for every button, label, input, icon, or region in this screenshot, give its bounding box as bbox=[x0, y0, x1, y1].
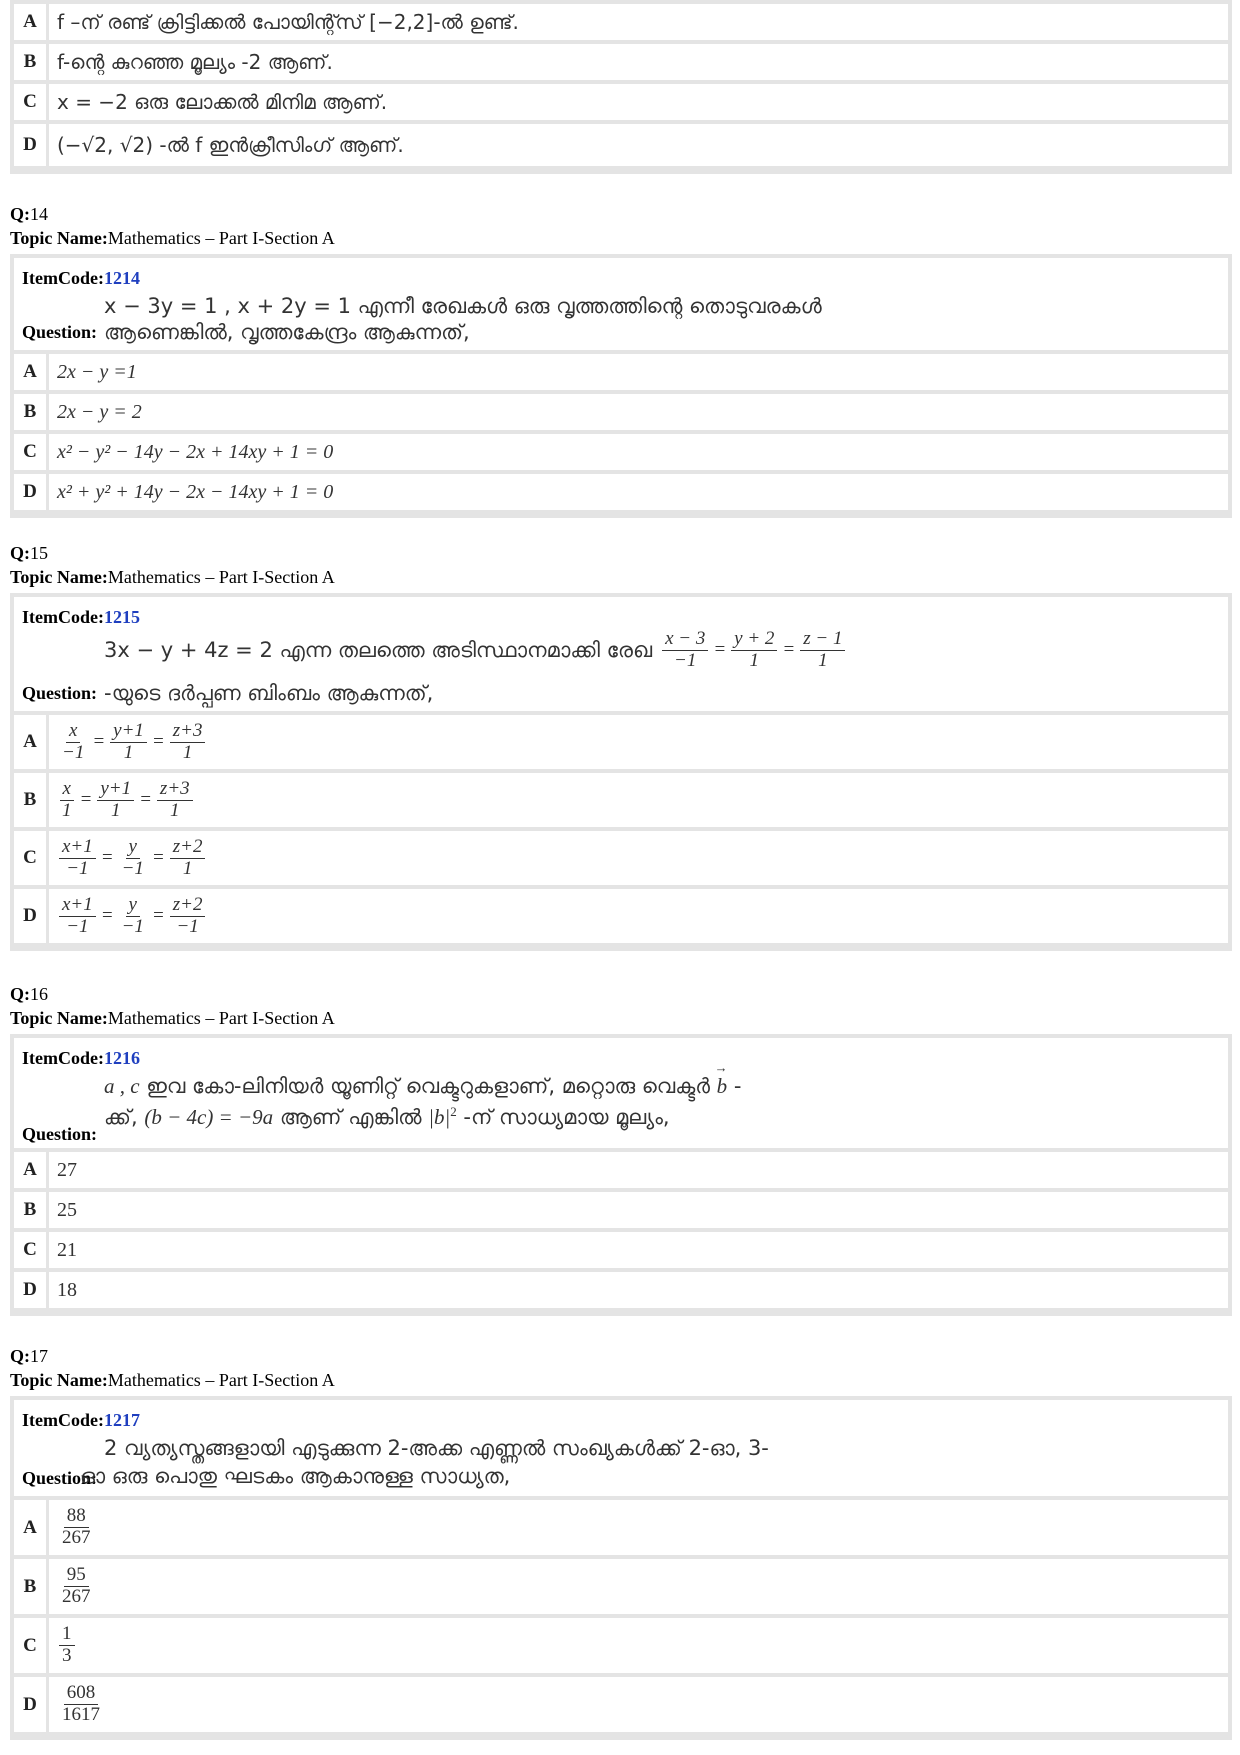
option-fraction bbox=[49, 1618, 77, 1673]
topic-label: Topic Name: bbox=[10, 567, 108, 587]
option-fraction bbox=[49, 1677, 105, 1732]
unit-vectors: a , c bbox=[104, 1074, 140, 1098]
option-letter: B bbox=[14, 44, 49, 80]
frac-num: 95 bbox=[64, 1565, 89, 1587]
frac-den: 3 bbox=[62, 1645, 72, 1666]
question-box bbox=[10, 1396, 1232, 1500]
frac-den: 267 bbox=[62, 1527, 91, 1548]
option-text: 2x − y = 2 bbox=[57, 400, 142, 423]
frac-num: x bbox=[60, 779, 74, 801]
topic-line bbox=[10, 228, 335, 249]
frac-num: x+1 bbox=[59, 895, 96, 917]
option-letter: B bbox=[14, 1192, 49, 1228]
option-row[interactable] bbox=[14, 831, 1228, 885]
question-box bbox=[10, 1034, 1232, 1152]
question-line-2 bbox=[104, 1104, 670, 1130]
frac-den: −1 bbox=[66, 915, 89, 937]
frac-den: 267 bbox=[62, 1586, 91, 1607]
option-equation: $\frac{x+1}{-1}$ = $\frac{y}{-1}$ = $\frac{z+2}{1}$ bbox=[49, 831, 207, 885]
option-row[interactable] bbox=[14, 1677, 1228, 1732]
item-code-label: ItemCode: bbox=[22, 1410, 104, 1430]
frac-den: 1 bbox=[749, 649, 760, 671]
option-letter: C bbox=[14, 1618, 49, 1673]
frac-den: 1 bbox=[170, 799, 180, 821]
vector-b: → b bbox=[717, 1074, 728, 1099]
option-text: 27 bbox=[57, 1158, 77, 1181]
option-text: 18 bbox=[57, 1278, 77, 1301]
frac-num: x bbox=[66, 721, 80, 743]
option-letter: D bbox=[14, 889, 49, 943]
q-number: 16 bbox=[30, 984, 48, 1004]
question-line-2-c: -ന് സാധ്യമായ മൂല്യം, bbox=[463, 1105, 670, 1129]
option-letter: D bbox=[14, 474, 49, 510]
option-row[interactable] bbox=[14, 474, 1228, 510]
frac-num: 608 bbox=[64, 1683, 99, 1705]
option-letter: A bbox=[14, 1500, 49, 1555]
q-label: Q: bbox=[10, 984, 30, 1004]
q17-options bbox=[10, 1496, 1232, 1740]
question-line-1-end: - bbox=[733, 1074, 742, 1098]
option-text: x = −2 ഒരു ലോക്കൽ മിനിമ ആണ്. bbox=[57, 90, 388, 114]
option-row[interactable] bbox=[14, 1232, 1228, 1268]
frac-num: y + 2 bbox=[731, 629, 777, 651]
frac-num: y+1 bbox=[97, 779, 134, 801]
option-text: x² + y² + 14y − 2x − 14xy + 1 = 0 bbox=[57, 480, 334, 503]
option-text: 25 bbox=[57, 1198, 77, 1221]
topic-name: Mathematics – Part I-Section A bbox=[107, 1370, 335, 1390]
topic-line bbox=[10, 567, 335, 588]
option-row[interactable] bbox=[14, 44, 1228, 80]
q-number: 17 bbox=[30, 1346, 48, 1366]
frac-num: 88 bbox=[64, 1506, 89, 1528]
option-letter: A bbox=[14, 354, 49, 390]
question-box bbox=[10, 254, 1232, 354]
option-text: 2x − y =1 bbox=[57, 360, 137, 383]
option-letter: C bbox=[14, 1232, 49, 1268]
question-label: Question: bbox=[22, 1468, 98, 1488]
option-row[interactable] bbox=[14, 1500, 1228, 1555]
frac-num: 1 bbox=[59, 1624, 75, 1646]
option-letter: A bbox=[14, 715, 49, 769]
frac-num: z+3 bbox=[170, 721, 206, 743]
frac-den: 1 bbox=[62, 799, 72, 821]
q-number: 14 bbox=[30, 204, 48, 224]
q15-options bbox=[10, 711, 1232, 951]
item-code-value[interactable]: 1217 bbox=[103, 1410, 140, 1430]
frac-den: −1 bbox=[674, 649, 697, 671]
q-label: Q: bbox=[10, 204, 30, 224]
frac-den: 1617 bbox=[62, 1704, 100, 1725]
option-letter: B bbox=[14, 773, 49, 827]
question-line-2: ഓ ഒരു പൊതു ഘടകം ആകാനുള്ള സാധ്യത, bbox=[80, 1464, 511, 1488]
option-letter: D bbox=[14, 1272, 49, 1308]
option-text: f-ന്റെ കുറഞ്ഞ മൂല്യം -2 ആണ്. bbox=[57, 50, 333, 74]
option-equation: $\frac{x}{-1}$ = $\frac{y+1}{1}$ = $\frac{z+3}{1}$ bbox=[49, 715, 207, 769]
frac-den: 1 bbox=[818, 649, 828, 671]
option-text: (−√2, √2) -ൽ f ഇൻക്രീസിംഗ് ആണ്. bbox=[57, 133, 404, 157]
option-letter: A bbox=[14, 1152, 49, 1188]
topic-label: Topic Name: bbox=[10, 1008, 108, 1028]
option-text: f –ന് രണ്ട് ക്രിട്ടിക്കൽ പോയിന്റ്സ് [−2,2]-ൽ ഉണ്ട്. bbox=[57, 10, 519, 34]
question-label: Question: bbox=[22, 683, 98, 703]
question-line-1 bbox=[104, 629, 847, 672]
option-letter: B bbox=[14, 394, 49, 430]
frac-num: z+3 bbox=[157, 779, 193, 801]
option-letter: A bbox=[14, 4, 49, 40]
q14-options bbox=[10, 350, 1232, 518]
question-line-2: -യുടെ ദർപ്പണ ബിംബം ആകുന്നത്, bbox=[104, 681, 434, 705]
option-letter: C bbox=[14, 434, 49, 470]
frac-den: 1 bbox=[182, 741, 193, 763]
option-row[interactable] bbox=[14, 434, 1228, 470]
question-line-2-a: ക്ക്, bbox=[104, 1105, 138, 1129]
frac-den: −1 bbox=[121, 915, 144, 937]
frac-num: z+2 bbox=[170, 837, 206, 859]
question-number bbox=[10, 1346, 48, 1367]
question-line-1: x − 3y = 1 , x + 2y = 1 എന്നീ രേഖകൾ ഒരു വൃത്തത്തിന്റെ തൊടുവരകൾ bbox=[104, 294, 822, 318]
frac-den: −1 bbox=[176, 915, 199, 937]
topic-name: Mathematics – Part I-Section A bbox=[107, 1008, 335, 1028]
topic-name: Mathematics – Part I-Section A bbox=[107, 567, 335, 587]
option-row[interactable] bbox=[14, 715, 1228, 769]
option-equation: $\frac{x+1}{-1}$ = $\frac{y}{-1}$ = $\frac{z+2}{-1}$ bbox=[49, 889, 207, 943]
frac-den: −1 bbox=[121, 857, 144, 879]
frac-den: −1 bbox=[62, 741, 85, 763]
frac-num: x − 3 bbox=[662, 629, 708, 651]
option-row[interactable] bbox=[14, 1272, 1228, 1308]
question-box bbox=[10, 593, 1232, 715]
item-code-label: ItemCode: bbox=[22, 607, 104, 627]
q13-options bbox=[10, 0, 1232, 174]
option-row[interactable] bbox=[14, 773, 1228, 827]
option-letter: D bbox=[14, 124, 49, 166]
frac-num: y+1 bbox=[110, 721, 147, 743]
option-row[interactable] bbox=[14, 124, 1228, 166]
frac-num: y bbox=[126, 837, 140, 859]
item-code bbox=[22, 607, 140, 628]
frac-den: 1 bbox=[182, 857, 193, 879]
exponent: 2 bbox=[450, 1104, 457, 1119]
question-line-1-text: ഇവ കോ-ലിനിയർ യൂണിറ്റ് വെക്ടറുകളാണ്, മറ്റൊരു വെക്ടർ bbox=[146, 1074, 710, 1098]
option-row[interactable] bbox=[14, 1152, 1228, 1188]
frac-num: x+1 bbox=[59, 837, 96, 859]
option-letter: C bbox=[14, 831, 49, 885]
item-code bbox=[22, 1410, 140, 1431]
option-row[interactable] bbox=[14, 394, 1228, 430]
option-letter: B bbox=[14, 1559, 49, 1614]
option-equation: $\frac{x}{1}$ = $\frac{y+1}{1}$ = $\frac{z+3}{1}$ bbox=[49, 773, 195, 827]
option-letter: C bbox=[14, 84, 49, 120]
question-number bbox=[10, 204, 48, 225]
item-code-label: ItemCode: bbox=[22, 268, 104, 288]
frac-num: z+2 bbox=[170, 895, 206, 917]
question-number bbox=[10, 543, 48, 564]
option-row[interactable] bbox=[14, 4, 1228, 40]
vector-equation: (b − 4c) = −9a bbox=[144, 1105, 274, 1129]
frac-den: −1 bbox=[66, 857, 89, 879]
q-label: Q: bbox=[10, 543, 30, 563]
option-fraction bbox=[49, 1559, 96, 1614]
option-row[interactable] bbox=[14, 84, 1228, 120]
q16-options bbox=[10, 1148, 1232, 1316]
item-code bbox=[22, 1048, 140, 1069]
question-line-1 bbox=[104, 1074, 741, 1099]
option-row[interactable] bbox=[14, 1618, 1228, 1673]
question-line-2: ആണെങ്കിൽ, വൃത്തകേന്ദ്രം ആകുന്നത്, bbox=[104, 320, 470, 344]
option-row[interactable] bbox=[14, 1192, 1228, 1228]
option-row[interactable] bbox=[14, 1559, 1228, 1614]
item-code-value[interactable]: 1214 bbox=[103, 268, 140, 288]
vector-magnitude: |b| bbox=[428, 1105, 451, 1129]
item-code bbox=[22, 268, 140, 289]
topic-name: Mathematics – Part I-Section A bbox=[107, 228, 335, 248]
question-line-1-text: 3x − y + 4z = 2 എന്ന തലത്തെ അടിസ്ഥാനമാക്കി രേഖ bbox=[104, 637, 653, 662]
frac-num: z − 1 bbox=[800, 629, 845, 651]
question-label: Question: bbox=[22, 322, 98, 342]
item-code-value[interactable]: 1215 bbox=[103, 607, 140, 627]
option-row[interactable] bbox=[14, 889, 1228, 943]
question-line-2-b: ആണ് എങ്കിൽ bbox=[279, 1105, 422, 1129]
option-text: 21 bbox=[57, 1238, 77, 1261]
option-letter: D bbox=[14, 1677, 49, 1732]
q-number: 15 bbox=[30, 543, 48, 563]
q-label: Q: bbox=[10, 1346, 30, 1366]
question-number bbox=[10, 984, 48, 1005]
line-equation: $\frac{x - 3}{-1}$ = $\frac{y + 2}{1}$ = $\frac{z - 1}{1}$ bbox=[660, 629, 847, 672]
item-code-label: ItemCode: bbox=[22, 1048, 104, 1068]
option-row[interactable] bbox=[14, 354, 1228, 390]
topic-line bbox=[10, 1008, 335, 1029]
item-code-value[interactable]: 1216 bbox=[103, 1048, 140, 1068]
option-text: x² − y² − 14y − 2x + 14xy + 1 = 0 bbox=[57, 440, 334, 463]
topic-label: Topic Name: bbox=[10, 1370, 108, 1390]
frac-num: y bbox=[126, 895, 140, 917]
topic-line bbox=[10, 1370, 335, 1391]
question-label: Question: bbox=[22, 1124, 98, 1144]
question-line-1: 2 വ്യത്യസ്തങ്ങളായി എടുക്കുന്ന 2-അക്ക എണ്ണൽ സംഖ്യകൾക്ക് 2-ഓ, 3- bbox=[104, 1436, 769, 1460]
topic-label: Topic Name: bbox=[10, 228, 108, 248]
option-fraction bbox=[49, 1500, 96, 1555]
frac-den: 1 bbox=[110, 799, 121, 821]
frac-den: 1 bbox=[123, 741, 134, 763]
